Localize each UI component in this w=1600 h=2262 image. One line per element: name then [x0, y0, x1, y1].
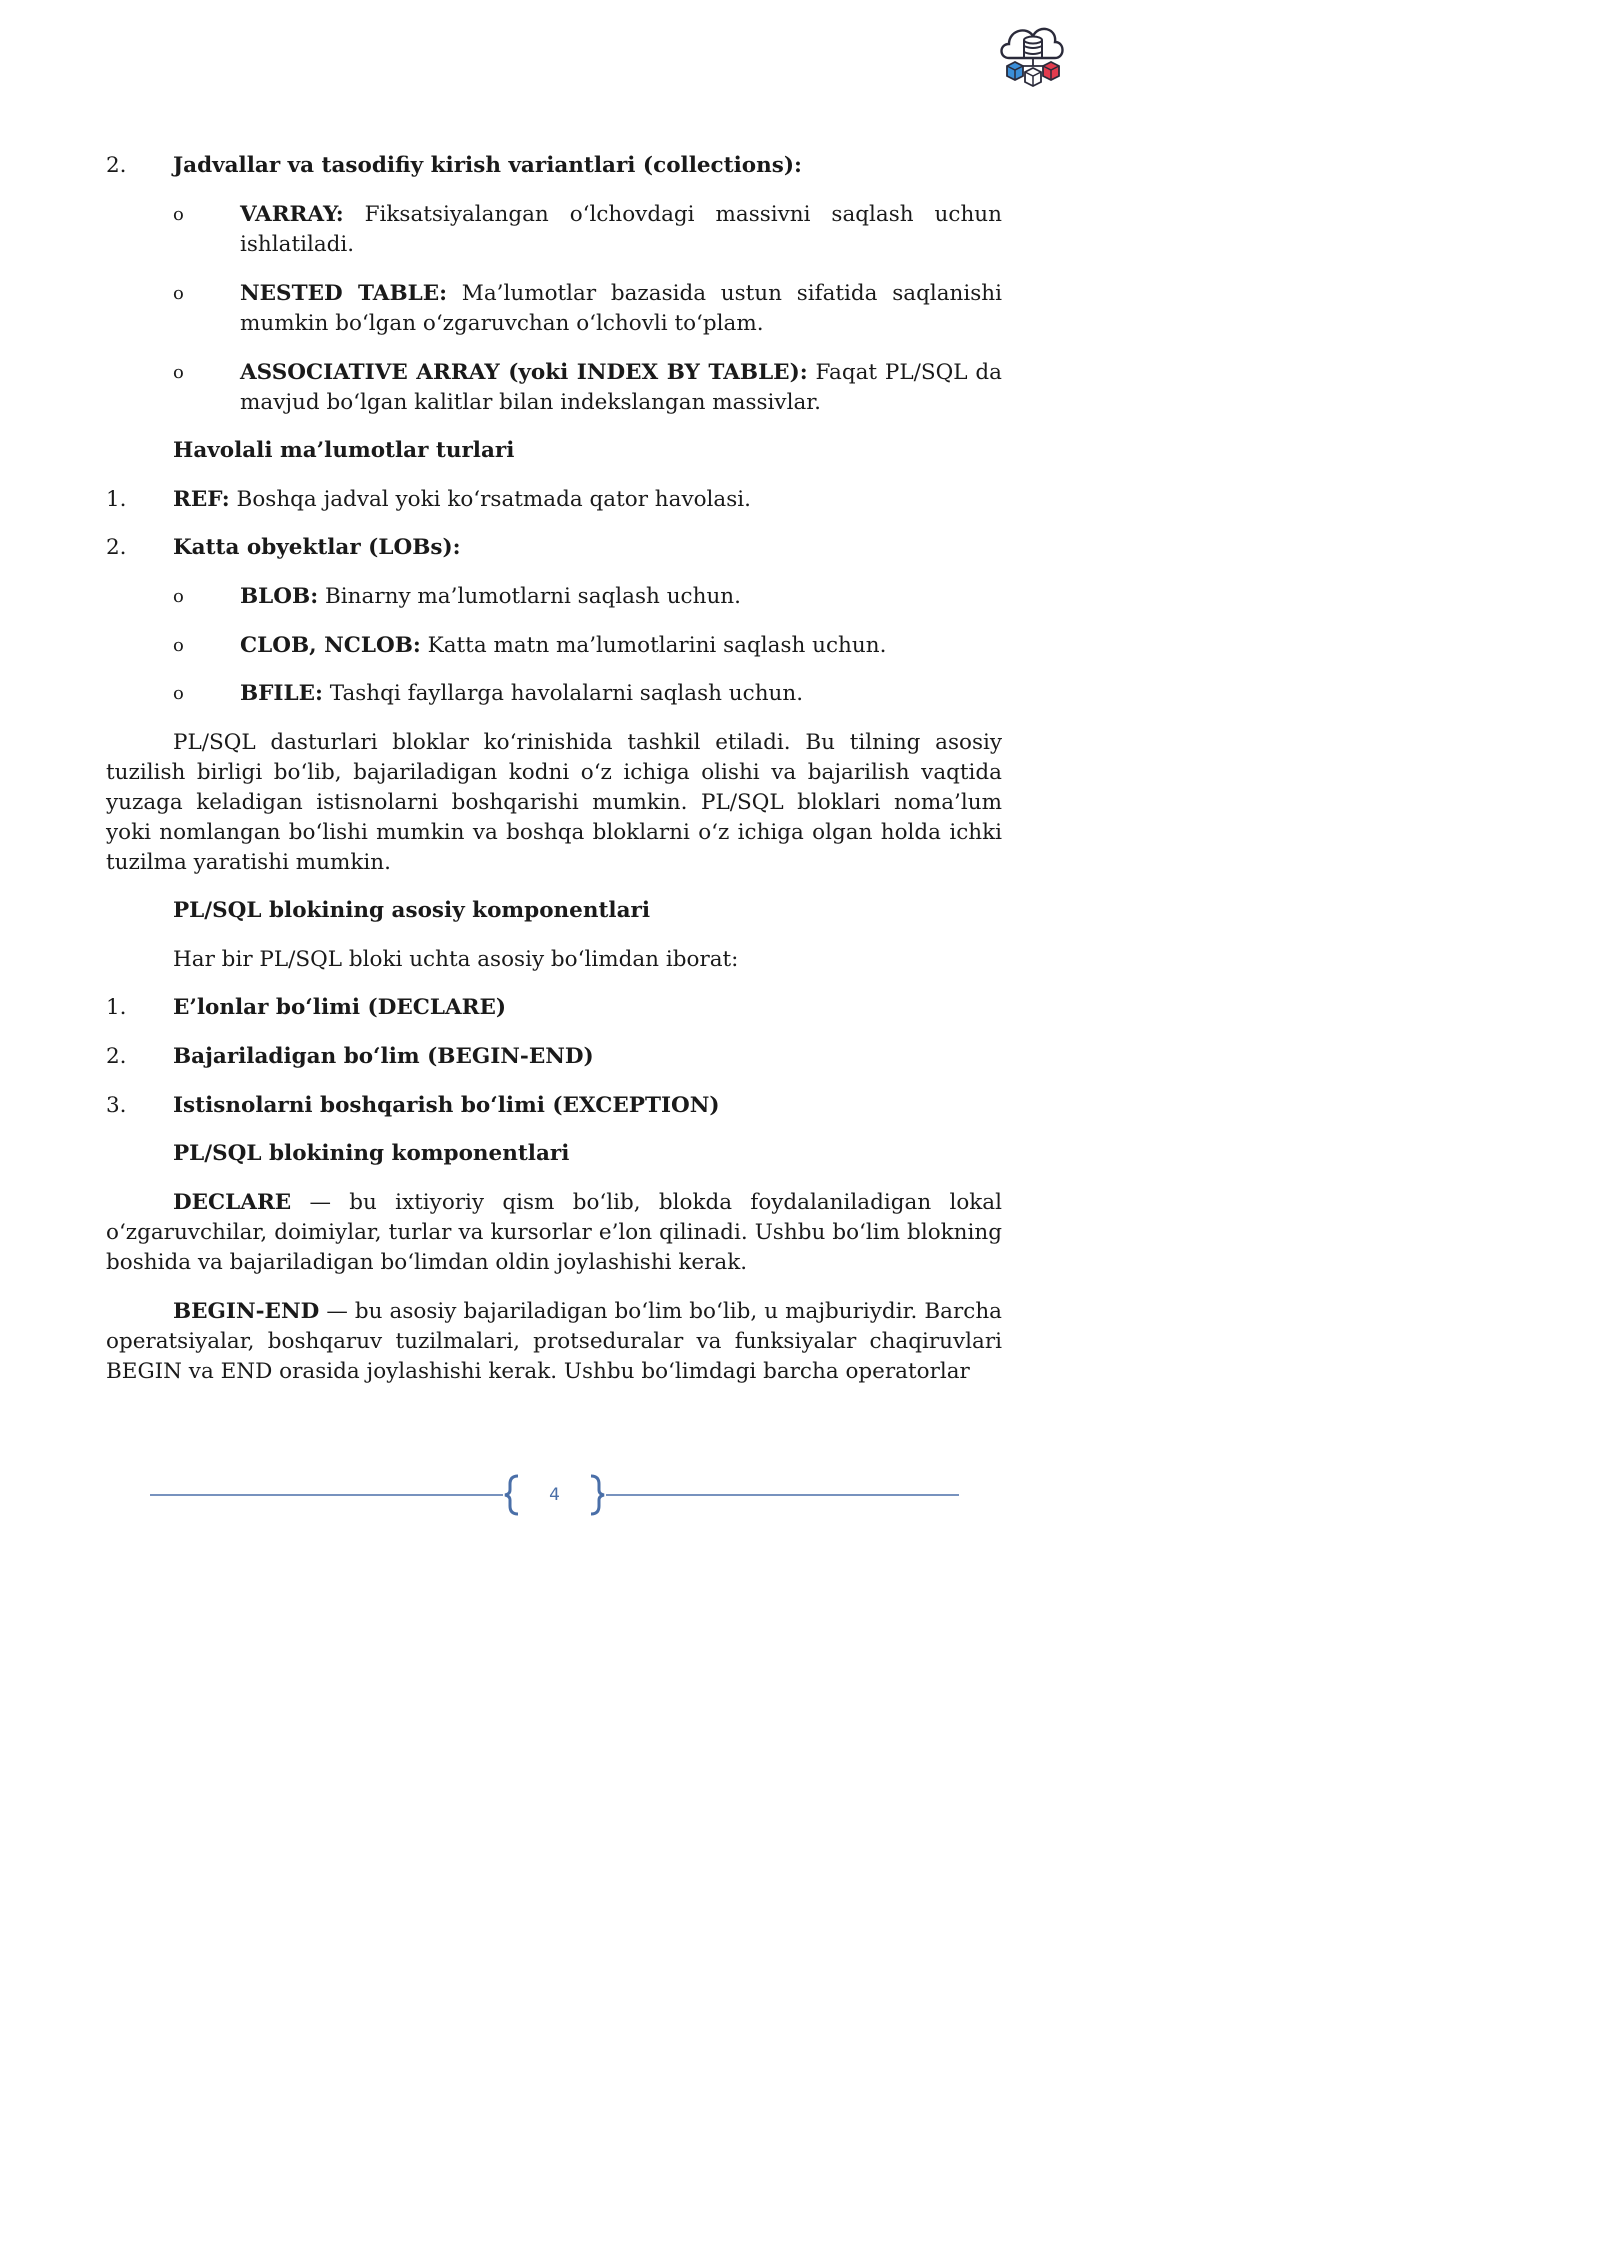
section-heading: PL/SQL blokining komponentlari	[173, 1141, 570, 1166]
paragraph-term: DECLARE	[173, 1190, 292, 1215]
list-text: Boshqa jadval yoki ko‘rsatmada qator havolasi.	[229, 487, 751, 512]
bullet-item-varray	[106, 200, 1002, 260]
bullet-term: NESTED TABLE:	[240, 281, 448, 306]
bullet-text: Binarny ma’lumotlarni saqlash uchun.	[318, 584, 741, 609]
page-number: 4	[549, 1485, 560, 1505]
bullet-term: BLOB:	[240, 584, 319, 609]
paragraph-declare	[106, 1188, 1002, 1278]
bullet-term: BFILE:	[240, 681, 323, 706]
bullet-text: Fiksatsiyalangan o‘lchovdagi massivni saqlash uchun ishlatiladi.	[240, 202, 1002, 257]
list-title: E’lonlar bo‘limi (DECLARE)	[173, 995, 507, 1020]
list-title: Katta obyektlar (LOBs):	[173, 535, 461, 560]
bullet-marker: o	[173, 362, 184, 383]
list-term: REF:	[173, 487, 230, 512]
bullet-marker: o	[173, 683, 184, 704]
paragraph-term: BEGIN-END	[173, 1299, 320, 1324]
list-title: Bajariladigan bo‘lim (BEGIN-END)	[173, 1044, 594, 1069]
section-heading: PL/SQL blokining asosiy komponentlari	[173, 898, 650, 923]
bullet-item-nested-table	[106, 279, 1002, 339]
paragraph-begin-end	[106, 1297, 1002, 1387]
list-number: 2.	[106, 153, 127, 178]
paragraph-blocks	[106, 728, 1002, 878]
bullet-text: Faqat PL/SQL da mavjud bo‘lgan kalitlar bilan indekslangan massivlar.	[240, 360, 1002, 415]
section-item-declare	[106, 993, 1002, 1023]
intro-sections	[106, 945, 1002, 975]
list-number: 2.	[106, 535, 127, 560]
cloud-database-icon	[995, 18, 1069, 90]
bullet-marker: o	[173, 283, 184, 304]
bullet-marker: o	[173, 635, 184, 656]
bullet-item-blob	[106, 582, 1002, 612]
section-item-begin-end	[106, 1042, 1002, 1072]
bullet-term: ASSOCIATIVE ARRAY (yoki INDEX BY TABLE):	[240, 360, 808, 385]
list-title: Jadvallar va tasodifiy kirish variantlari (collections):	[173, 153, 802, 178]
bullet-text: Katta matn ma’lumotlarini saqlash uchun.	[420, 633, 887, 658]
list-title: Istisnolarni boshqarish bo‘limi (EXCEPTION)	[173, 1093, 720, 1118]
paragraph-text: — bu ixtiyoriy qism bo‘lib, blokda foydalaniladigan lokal o‘zgaruvchilar, doimiylar, turlar va kursorlar e’lon qilinadi. Ushbu bo‘lim blokning boshida va bajariladigan bo‘limdan oldin joylashishi kerak.	[106, 1190, 1002, 1275]
bullet-item-clob	[106, 631, 1002, 661]
intro-text: Har bir PL/SQL bloki uchta asosiy bo‘limdan iborat:	[173, 947, 739, 972]
list-item-lobs	[106, 533, 1002, 563]
bullet-text: Tashqi fayllarga havolalarni saqlash uchun.	[322, 681, 804, 706]
bullet-term: CLOB, NCLOB:	[240, 633, 421, 658]
list-item-ref	[106, 485, 1002, 515]
list-number: 1.	[106, 487, 127, 512]
bullet-text: Ma’lumotlar bazasida ustun sifatida saqlanishi mumkin bo‘lgan o‘zgaruvchan o‘lchovli to‘plam.	[240, 281, 1003, 336]
list-number: 3.	[106, 1093, 127, 1118]
bullet-item-bfile	[106, 679, 1002, 709]
list-number: 1.	[106, 995, 127, 1020]
bullet-term: VARRAY:	[240, 202, 344, 227]
bullet-marker: o	[173, 204, 184, 225]
section-item-exception	[106, 1091, 1002, 1121]
paragraph-text: — bu asosiy bajariladigan bo‘lim bo‘lib, u majburiydir. Barcha operatsiyalar, boshqaruv tuzilmalari, protseduralar va funksiyalar chaqiruvlari BEGIN va END orasida joylashishi kerak. Ushbu bo‘limdagi barcha operatorlar	[106, 1299, 1002, 1384]
paragraph-text: PL/SQL dasturlari bloklar ko‘rinishida tashkil etiladi. Bu tilning asosiy tuzilish birligi bo‘lib, bajariladigan kodni o‘z ichiga olishi va bajarilish vaqtida yuzaga keladigan istisnolarni boshqarishi mumkin. PL/SQL bloklari noma’lum yoki nomlangan bo‘lishi mumkin va boshqa bloklarni o‘z ichiga olgan holda ichki tuzilma yaratishi mumkin.	[106, 730, 1002, 875]
list-item-collections	[106, 151, 1002, 181]
list-number: 2.	[106, 1044, 127, 1069]
bullet-item-associative-array	[106, 358, 1002, 418]
bullet-marker: o	[173, 586, 184, 607]
section-heading: Havolali ma’lumotlar turlari	[173, 438, 515, 463]
